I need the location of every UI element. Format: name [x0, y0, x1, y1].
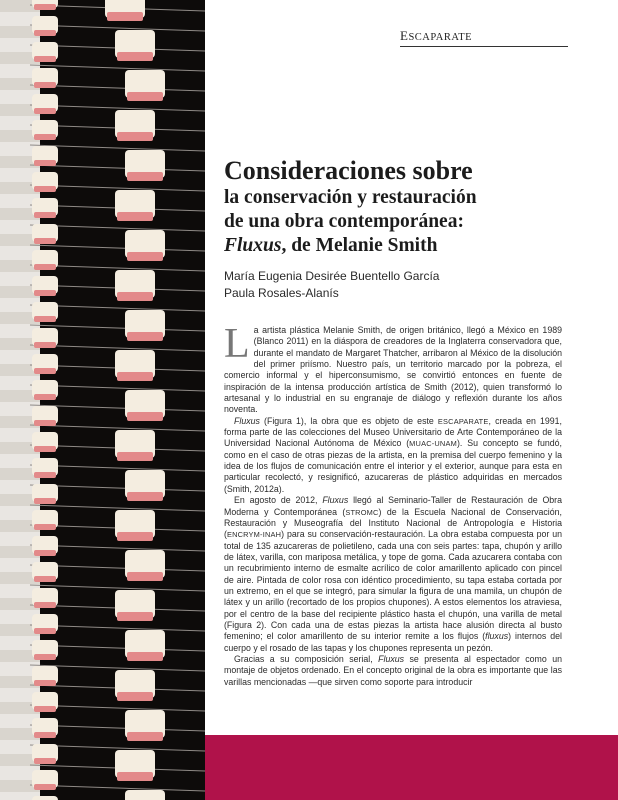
p3-c: ) de la Escuela Nacional de Conservación, Restauración y Museografía del Instituto Nacional de Antropología e Historia (: [224, 506, 562, 540]
photo-teat-nipple: [34, 108, 56, 114]
photo-teat-nipple: [34, 524, 56, 530]
photo-teat-nipple: [127, 732, 163, 741]
p3-italic-2: fluxus: [485, 631, 509, 642]
photo-teat-nipple: [34, 56, 56, 62]
author-2: Paula Rosales-Alanís: [224, 286, 339, 300]
p3-italic: Fluxus: [322, 495, 349, 506]
photo-teat-nipple: [117, 772, 153, 781]
photo-teat-nipple: [34, 160, 56, 166]
photo-teat-nipple: [34, 264, 56, 270]
authors: [224, 268, 439, 302]
photo-teat-nipple: [117, 52, 153, 61]
photo-teat-nipple: [117, 692, 153, 701]
author-1: María Eugenia Desirée Buentello García: [224, 269, 440, 283]
photo-rod: [30, 505, 205, 511]
photo-teat-nipple: [34, 602, 56, 608]
p2-c: ). Su concepto se fundó, como en el caso de otras piezas de la artista, en la premisa del cuerpo femenino y la idea de los flujos de comunicación entre el interior y el exterior, aunque para esta en particular recolectó, y resignificó, azucareras de plástico adquiridas en mercados (Smith, 2012a).: [224, 438, 562, 494]
p3-smallcaps: STROMC: [345, 507, 379, 517]
photo-teat-nipple: [34, 472, 56, 478]
photo-teat-nipple: [34, 82, 56, 88]
photo-teat-nipple: [34, 732, 56, 738]
photo-teat-nipple: [34, 498, 56, 504]
photo-teat-nipple: [34, 680, 56, 686]
p2-a: (Figura 1), la obra que es objeto de este: [259, 415, 438, 426]
drop-cap: L: [224, 321, 250, 367]
photo-teat-nipple: [117, 612, 153, 621]
photo-teat-nipple: [117, 532, 153, 541]
photo-teat-nipple: [127, 252, 163, 261]
photo-teat-nipple: [107, 12, 143, 21]
paragraph-4: [224, 654, 562, 688]
title-line-2: la conservación y restauración: [224, 187, 477, 208]
photo-teat-nipple: [34, 30, 56, 36]
p2-b: , creada en 1991, forma parte de las colecciones del Museo Universitario de Arte Contemporáneo de la Universidad Nacional Autónoma de México (: [224, 415, 562, 449]
title-line-4-rest: , de Melanie Smith: [281, 235, 438, 256]
photo-teat-nipple: [34, 368, 56, 374]
photo-teat-nipple: [117, 212, 153, 221]
photo-teat-nipple: [117, 452, 153, 461]
p3-smallcaps-2: ENCRYM-INAH: [226, 530, 282, 540]
p2-smallcaps-2: MUAC-UNAM: [409, 439, 457, 449]
photo-rod: [30, 425, 205, 431]
photo-teat-nipple: [34, 576, 56, 582]
photo-teat-nipple: [127, 572, 163, 581]
photo-teat-nipple: [34, 212, 56, 218]
section-label-rest: SCAPARATE: [408, 32, 473, 43]
photo-teat-nipple: [117, 372, 153, 381]
p3-a: En agosto de 2012,: [234, 495, 323, 506]
paragraph-1-text: a artista plástica Melanie Smith, de origen británico, llegó a México en 1989 (Blanco 2011) en la diáspora de creadores de la Inglaterra conservadora que, durante el mandato de Margaret Thatcher, arribaron al México de la disolución del primer priísmo. Nuestro país, un territorio marcado por la pobreza, el comercio informal y el hiperconsumismo, se convirtió entonces en fuente de inspiración de la intensa producción artística de Smith (2012), quien transformó lo artesanal y lo industrial en su engranaje de diálogo y reflexión durante los años noventa.: [224, 325, 562, 415]
photo-rod: [30, 85, 205, 91]
photo-teat-nipple: [34, 654, 56, 660]
photo-teat-nipple: [34, 758, 56, 764]
section-label-cap: E: [400, 28, 409, 43]
photo-teat-nipple: [127, 652, 163, 661]
artwork-photo-drawing: [0, 0, 205, 800]
photo-rod: [30, 345, 205, 351]
paragraph-1: [224, 321, 562, 416]
p3-d: ) para su conservación-restauración. La obra estaba compuesta por un total de 135 azucareras de polietileno, cada una con seis partes: tapa, chupón y arillo de látex, varilla, con mariposa metálica, y tope de goma. Cada azucarera contaba con un recubrimiento interno de esmalte acrílico de color amarillento aplicado con pincel de aire. Pintada de color rosa con idéntico procedimiento, su tapa estaba cortada por un extremo, en el que se integró, para simular la figura de una mamila, un chupón de látex y un arillo (recortado de los propios chupones). A estos elementos los atraviesa, por el centro de la base del recipiente plástico hasta el chupón, una varilla de metal (Figura 2). Con cada una de estas piezas la artista hace alusión directa al busto femenino; el color amarillento de su interior remite a los flujos (: [224, 529, 562, 642]
photo-teat-nipple: [34, 134, 56, 140]
section-rule: [400, 46, 568, 47]
p3-b: llegó al Seminario-Taller de Restauración de Obra Moderna y Contemporánea (: [224, 495, 563, 517]
photo-teat-nipple: [34, 784, 56, 790]
photo-teat-nipple: [34, 316, 56, 322]
photo-teat-nipple: [34, 290, 56, 296]
photo-teat-nipple: [34, 394, 56, 400]
photo-teat-nipple: [127, 332, 163, 341]
photo-teat-nipple: [117, 292, 153, 301]
p3-e: ) internos del cuerpo y el rosado de las tapas y los chupones representa un pezón.: [224, 631, 562, 653]
photo-teat-nipple: [127, 412, 163, 421]
photo-teat-nipple: [117, 132, 153, 141]
title-italic-fluxus: Fluxus: [224, 235, 282, 256]
section-label: [400, 28, 568, 44]
title-line-3: de una obra contemporánea:: [224, 211, 464, 232]
photo-teat: [125, 790, 165, 800]
photo-teat-nipple: [127, 92, 163, 101]
photo-teat-nipple: [127, 492, 163, 501]
paragraph-3: [224, 495, 562, 654]
photo-teat-nipple: [34, 4, 56, 10]
photo-teat-nipple: [127, 172, 163, 181]
title-line-4: [224, 234, 584, 258]
photo-teat-nipple: [34, 706, 56, 712]
photo-teat: [32, 796, 58, 800]
photo-teat-nipple: [34, 446, 56, 452]
photo-teat-nipple: [34, 628, 56, 634]
p4-italic: Fluxus: [378, 653, 405, 664]
p4-a: Gracias a su composición serial,: [234, 653, 379, 664]
article-title: [224, 156, 584, 258]
footer-accent-band: [205, 735, 618, 800]
artwork-photo: [0, 0, 205, 800]
photo-teat-nipple: [34, 238, 56, 244]
photo-teat-nipple: [34, 550, 56, 556]
paragraph-2: [224, 416, 562, 495]
article-body: [224, 321, 563, 688]
photo-teat-nipple: [34, 186, 56, 192]
photo-rod: [30, 245, 205, 251]
title-line-1: Consideraciones sobre: [224, 156, 473, 185]
photo-rod: [30, 165, 205, 171]
p2-italic: Fluxus: [234, 415, 260, 426]
photo-teat-nipple: [34, 420, 56, 426]
p4-b: se presenta al espectador como un montaje de objetos ordenado. En el concepto original de la obra es importante que las varillas mencionadas —que sirven como soporte para introducir: [224, 653, 562, 687]
p2-smallcaps: ESCAPARATE: [437, 416, 489, 426]
photo-teat-nipple: [34, 342, 56, 348]
